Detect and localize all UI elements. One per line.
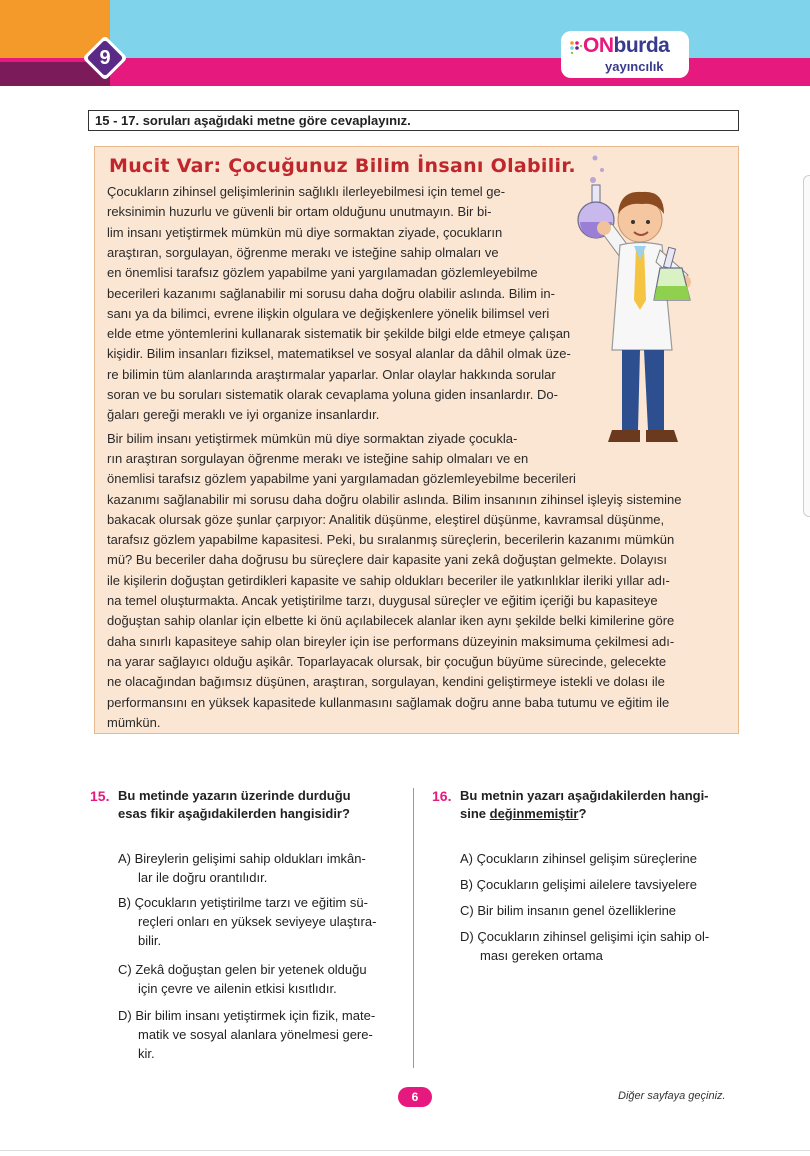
passage-line: kişidir. Bilim insanları fiziksel, matematiksel ve sosyal alanlar da dâhil olmak üze-: [107, 346, 571, 362]
passage-line: bakacak olursak göze şunlar çarpıyor: Analitik düşünme, eleştirel düşünme, kavramsal düşünme,: [107, 511, 665, 527]
passage-line: elde etme yöntemlerini kullanarak sistematik bir şekilde bilgi elde etmeye çalışan: [107, 326, 571, 342]
passage-line: ne olacağından bağımsız düşünen, araştıran, sorgulayan, kendini geliştirmeye istekli ve dolası ile: [107, 674, 665, 690]
passage-line: sanı ya da bilimci, evrene ilişkin olgulara ve değişkenlere yönelik bilimsel veri: [107, 305, 550, 321]
q15-option-D: D) Bir bilim insanı yetiştirmek için fizik, mate-: [118, 1008, 376, 1023]
bottom-rule: [0, 1150, 810, 1151]
passage-line: araştıran, sorgulayan, öğrenme merakı ve isteğine sahip olmaları ve: [107, 244, 499, 260]
column-divider: [413, 788, 414, 1068]
page-number: 6: [398, 1087, 432, 1107]
header-cyan-band: [110, 0, 810, 58]
passage-line: becerileri kazanımı sağlanabilir mi sorusu daha doğru olabilir aslında. Bilim in-: [107, 285, 555, 301]
q15-option-B-cont: bilir.: [138, 933, 162, 948]
test-number-badge: [81, 34, 129, 82]
q15-option-C: C) Zekâ doğuştan gelen bir yetenek olduğu: [118, 962, 367, 977]
passage-line: doğuştan sahip olanlar için elbette ki önü açılabilecek alanlar iken aynı şekilde belki kimilerine göre: [107, 613, 675, 629]
q16-negative-keyword: değinmemiştir: [489, 806, 579, 821]
instruction-box: 15 - 17. soruları aşağıdaki metne göre cevaplayınız.: [88, 110, 739, 131]
q16-text-line2: sine değinmemiştir?: [460, 806, 587, 821]
page-edge-tab: [803, 175, 810, 517]
q15-number: 15.: [90, 788, 110, 804]
passage-line: Çocukların zihinsel gelişimlerinin sağlıklı ilerleyebilmesi için temel ge-: [107, 184, 506, 199]
logo-wordmark: ONburda: [583, 34, 670, 57]
passage-line: na temel oluşturmakta. Ancak yetiştirilme tarzı, duygusal süreçler ve eğitim içeriği bu kapasiteye: [107, 593, 658, 608]
passage-line: reksinimin huzurlu ve güvenli bir ortam olduğunu unutmayın. Bir bi-: [107, 204, 492, 220]
passage-line: en önemlisi tarafsız gözlem yapabilme yani yargılamadan gözlemleyebilme: [107, 265, 538, 281]
logo-dots-icon: [569, 40, 583, 54]
q16-number: 16.: [432, 788, 452, 804]
test-number: 9: [99, 47, 111, 69]
passage-line: rın araştıran sorgulayan öğrenme merakı ve isteğine sahip olmaları ve en: [107, 450, 529, 466]
passage-line: ğaları gereği meraklı ve iyi organize insanlardır.: [107, 407, 380, 423]
q15-option-A: A) Bireylerin gelişimi sahip oldukları imkân-: [118, 851, 366, 866]
q16-option-A: A) Çocukların zihinsel gelişim süreçlerine: [460, 851, 697, 866]
passage-line: lim insanı yetiştirmek mümkün mü diye sormaktan ziyade, çocukların: [107, 224, 503, 240]
passage-line: tarafsız gözlem yapabilme kapasitesi. Peki, bu sıralanmış süreçlerin, becerilerin kazanımı mümkün: [107, 532, 675, 548]
passage-line: re bilimin tüm alanlarında araştırmalar yaparlar. Onlar olaylar hakkında sorular: [107, 366, 556, 382]
passage-line: ile kişilerin doğuştan getirdikleri kapasite ve sahip oldukları beceriler ile yatkınlıklar ileriki yıllar adı-: [107, 572, 670, 588]
scientist-illustration: [560, 150, 720, 460]
passage-line: performansını en yüksek kapasitede kullanmasını sağlamak doğru anne baba tutumu ve eğitim ile: [107, 694, 670, 710]
passage-title: Mucit Var: Çocuğunuz Bilim İnsanı Olabilir.: [109, 155, 576, 177]
q16-option-D-cont: ması gereken ortama: [480, 948, 603, 963]
passage-line: kazanımı sağlanabilir mi sorusu daha doğru olabilir aslında. Bilim insanının zihinsel işleyiş sistemine: [107, 491, 682, 507]
passage-line: mümkün.: [107, 714, 161, 730]
q15-text-line1: Bu metinde yazarın üzerinde durduğu: [118, 788, 351, 803]
q15-option-B: B) Çocukların yetiştirilme tarzı ve eğitim sü-: [118, 895, 368, 910]
q15-option-A-cont: lar ile doğru orantılıdır.: [138, 870, 268, 885]
q15-option-C-cont: için çevre ve ailenin etkisi kısıtlıdır.: [138, 981, 337, 996]
q15-option-D-cont: kir.: [138, 1046, 155, 1061]
q15-option-D-cont: matik ve sosyal alanlara yönelmesi gere-: [138, 1027, 373, 1042]
q16-option-C: C) Bir bilim insanın genel özelliklerine: [460, 903, 677, 918]
publisher-logo: [561, 31, 689, 78]
passage-line: soran ve bu soruları sistematik olarak cevaplama yoluna giden insanlardır. Do-: [107, 387, 558, 402]
q15-option-B-cont: reçleri onları en yüksek seviyeye ulaştıra-: [138, 914, 377, 929]
passage-line: Bir bilim insanı yetiştirmek mümkün mü diye sormaktan ziyade çocukla-: [107, 430, 518, 446]
next-page-note: Diğer sayfaya geçiniz.: [618, 1090, 726, 1102]
q16-option-D: D) Çocukların zihinsel gelişimi için sahip ol-: [460, 929, 710, 944]
logo-subtitle: yayıncılık: [605, 59, 664, 74]
q16-text-line1: Bu metnin yazarı aşağıdakilerden hangi-: [460, 788, 709, 803]
passage-line: daha sınırlı kapasiteye sahip olan bireyler için ise performans düzeyinin maksimuma çekilmesi adı-: [107, 633, 675, 649]
passage-line: önemlisi tarafsız gözlem yapabilme yani yargılamadan gözlemleyebilme becerileri: [107, 471, 576, 487]
q15-text-line2: esas fikir aşağıdakilerden hangisidir?: [118, 806, 350, 821]
q16-option-B: B) Çocukların gelişimi ailelere tavsiyelere: [460, 877, 697, 892]
passage-line: na yarar sağlayıcı olduğu aşikâr. Toparlayacak olursak, bir çocuğun büyüme sürecinde, gelecekte: [107, 653, 667, 669]
passage-line: mü? Bu beceriler daha doğrusu bu süreçlere dair kapasite yani zekâ doğuştan gelmekte. Dolayısı: [107, 552, 668, 568]
